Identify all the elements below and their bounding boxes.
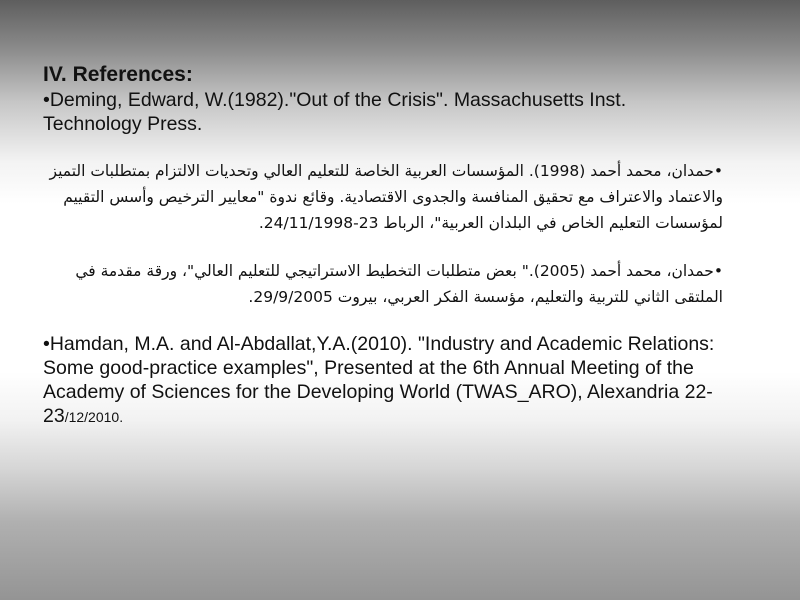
spacer bbox=[43, 236, 723, 258]
reference-deming: •Deming, Edward, W.(1982)."Out of the Crisis". Massachusetts Inst. Technology Press. bbox=[43, 89, 627, 135]
reference-hamdan-2010 bbox=[43, 332, 723, 429]
reference-hamdan-1998: •حمدان، محمد أحمد (1998). المؤسسات العربية الخاصة للتعليم العالي وتحديات الالتزام بمتطلبات التميز والاعتماد والاعتراف مع تحقيق المنافسة والجدوى الاقتصادية. وقائع ندوة "معايير الترخيص وأسس التقييم لمؤسسات التعليم الخاص في البلدان العربية"، الرباط 23-24/11/1998. bbox=[49, 162, 723, 232]
reference-hamdan-2005: •حمدان، محمد أحمد (2005)." بعض متطلبات التخطيط الاستراتيجي للتعليم العالي"، ورقة مقدمة في الملتقى الثاني للتربية والتعليم، مؤسسة الفكر العربي، بيروت 29/9/2005. bbox=[75, 262, 723, 306]
section-heading: IV. References: bbox=[43, 63, 193, 86]
spacer bbox=[43, 310, 723, 332]
reference-hamdan-2010-date-tail: /12/2010. bbox=[64, 409, 124, 425]
reference-hamdan-2010-main: •Hamdan, M.A. and Al-Abdallat,Y.A.(2010). "Industry and Academic Relations: Some good-practice examples", Presented at the 6th Annual Meeting of the Academy of Sciences for the Developing World (TWAS_ARO), Alexandria 22-23 bbox=[43, 333, 715, 427]
spacer bbox=[43, 136, 723, 158]
references-slide bbox=[43, 62, 723, 429]
